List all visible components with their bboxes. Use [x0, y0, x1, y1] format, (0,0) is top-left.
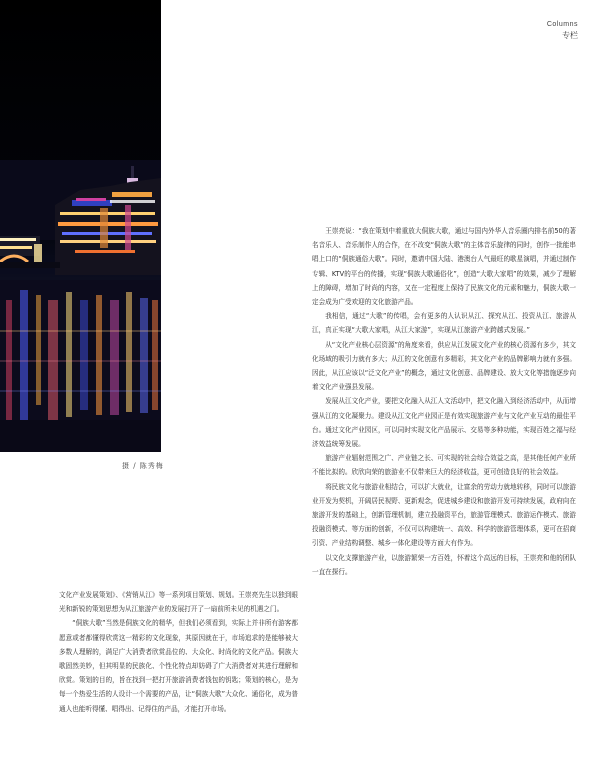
left-text-column [59, 588, 298, 716]
paragraph: “侗族大歌”当然是侗族文化的精华，但我们必须看到，实际上并非所有游客都愿意或者都懂得欣赏这一精彩的文化现象，其原因就在于，市场追求的是能够被大多数人理解的，满足广大消费者欣赏品位的、大众化、时尚化的文化产品。侗族大歌固然美妙，但其明显的民族化、个性化特点却妨碍了广大消费者对其进行理解和欣赏。策划的目的，旨在找到一把打开旅游消费者钱包的钥匙；策划的核心，是为每一个热爱生活的人设计一个需要的产品，让“侗族大歌”大众化、通俗化，成为普通人也能听得懂、唱得出、记得住的产品，才能打开市场。 [59, 619, 298, 713]
section-header [547, 21, 578, 41]
paragraph: 从“文化产业核心层资源”的角度来看，供应从江发展文化产业的核心资源有多少，其文化场域的吸引力就有多大；从江的文化创意有多精彩，其文化产业的品牌影响力就有多强。因此，从江应该以“泛文化产业”的概念，通过文化创意、品牌建设、放大文化等措施逐步向着文化产业强县发展。 [312, 340, 576, 392]
paragraph: 王崇亮说：“我在策划中着重放大侗族大歌，通过与国内外华人音乐圈内排名前50的著名音乐人、音乐制作人的合作，在不改变“侗族大歌”的主体音乐旋律的同时，创作一批能串唱上口的“侗族通俗大歌”。同时，邀请中国大陆、港澳台人气最旺的歌星演唱，并通过制作专辑、KTV的平台的传播，实现“侗族大歌通俗化”，创造“大歌大家唱”的效果，减少了理解上的障碍，增加了时尚的内容，又在一定程度上保持了民族文化的元素和魅力，侗族大歌一定会成为广受欢迎的文化旅游产品。 [312, 227, 576, 307]
paragraph: 文化产业发展策划》、《营销从江》等一系列项目策划、规划。王崇亮先生以独到眼光和新锐的策划思想为从江旅游产业的发展打开了一扇前所未见的机遇之门。 [59, 591, 298, 614]
paragraph: 将民族文化与旅游业相结合，可以扩大就业，让富余的劳动力就地转移，同时可以旅游业开发为契机，开阔居民视野、更新观念，促进城乡建设和旅游开发可持续发展，政府向在旅游开发的基础上，创新管理机制，建立投融资平台，旅游管理模式、旅游运作模式、旅游投融资模式、等方面的创新，不仅可以构建统一、高效、科学的旅游管理体系，更可在招商引资、产业结构调整、城乡一体化建设等方面大有作为。 [312, 482, 576, 548]
right-text-column [312, 224, 576, 579]
paragraph: 旅游产业辐射范围之广、产业链之长、可实现的社会综合效益之高，是其他任何产业所不能比拟的。欣欣向荣的旅游业不仅带来巨大的经济收益，更可创造良好的社会效益。 [312, 454, 576, 477]
section-label-cn: 专栏 [562, 31, 578, 40]
paragraph: 发展从江文化产业，要把文化融入从江人文活动中，把文化融入到经济活动中，从而增强从江的文化凝聚力。建设从江文化产业园正是有效实现旅游产业与文化产业互动的最佳平台。通过文化产业园区，可以同时实现文化产品展示、交易等多种功能，实现百姓之福与经济效益统筹发展。 [312, 397, 576, 449]
section-label-en: Columns [546, 21, 578, 28]
photo-caption: 摄 / 陈秀梅 [122, 462, 164, 470]
paragraph: 以文化支撑旅游产业，以旅游繁荣一方百姓，怀着这个高远的目标，王崇亮和他的团队一直在探行。 [312, 553, 576, 576]
night-river-photo [0, 0, 161, 452]
paragraph: 我相信，通过“大歌”的传唱，会有更多的人认识从江、探究从江、投资从江、旅游从江，真正实现“大歌大家唱，从江大家游”，实现从江旅游产业跨越式发展。” [312, 312, 576, 335]
